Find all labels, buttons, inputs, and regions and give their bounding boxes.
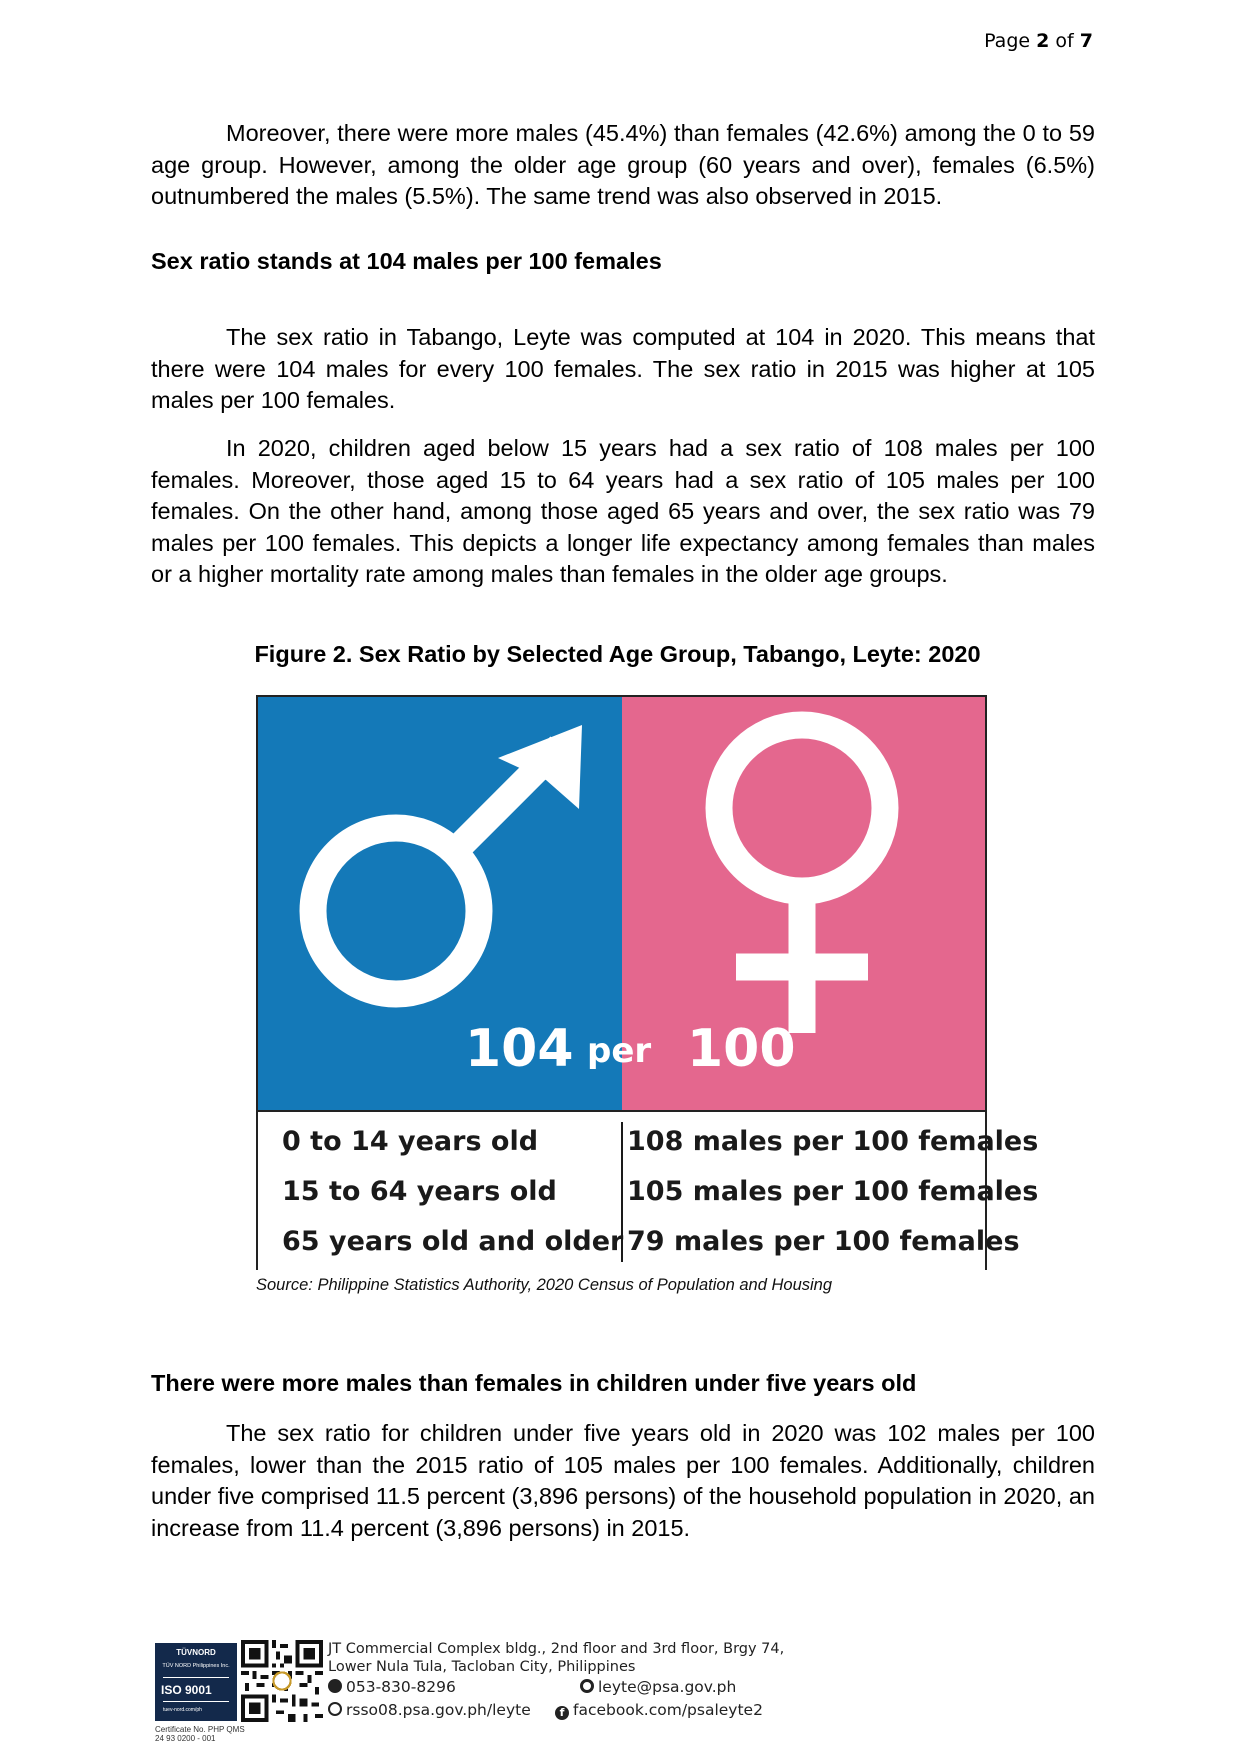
figure-source: Source: Philippine Statistics Authority, 2020 Census of Population and Housing — [256, 1276, 833, 1294]
figure-table — [258, 1110, 1039, 1270]
paragraph-age-group: Moreover, there were more males (45.4%) than females (42.6%) among the 0 to 59 age group. However, among the older age group (60 years and over), females (6.5%) outnumbered the males (5.5%). The same trend was also observed in 2015. — [151, 120, 1095, 209]
table-row — [258, 1218, 1020, 1268]
certificate-number: Certificate No. PHP QMS 24 93 0200 - 001 — [155, 1725, 245, 1743]
section-heading-children: There were more males than females in children under five years old — [151, 1370, 917, 1396]
website-contact[interactable] — [328, 1701, 531, 1719]
iso-org: TÜV NORD Philippines Inc. — [162, 1663, 230, 1669]
headline-males: 104 — [465, 1019, 574, 1079]
age-group-label: 65 years old and older — [282, 1226, 624, 1257]
figure-title: Figure 2. Sex Ratio by Selected Age Group, Tabango, Leyte: 2020 — [254, 641, 981, 667]
facebook-contact[interactable] — [555, 1701, 763, 1720]
qr-code-icon[interactable] — [241, 1640, 323, 1722]
headline-females: 100 — [687, 1019, 796, 1079]
page-number: Page 2 of 7 — [984, 30, 1093, 52]
table-row — [258, 1118, 1039, 1168]
paragraph-age-sex-ratio: In 2020, children aged below 15 years had a sex ratio of 108 males per 100 females. Moreover, those aged 15 to 64 years had a sex ratio of 105 males per 100 females. On the other hand, among those aged 65 years and over, the sex ratio was 79 males per 100 females. This depicts a longer life expectancy among females than males or a higher mortality rate among males than females in the older age groups. — [151, 435, 1095, 587]
age-group-label: 0 to 14 years old — [282, 1126, 539, 1157]
email-address[interactable]: leyte@psa.gov.ph — [598, 1678, 737, 1696]
address-line: Lower Nula Tula, Tacloban City, Philippines — [328, 1659, 636, 1675]
paragraph-sex-ratio: The sex ratio in Tabango, Leyte was computed at 104 in 2020. This means that there were 104 males for every 100 females. The sex ratio in 2015 was higher at 105 males per 100 females. — [151, 324, 1095, 413]
email-contact[interactable] — [580, 1678, 736, 1696]
age-group-label: 15 to 64 years old — [282, 1176, 557, 1207]
facebook-link[interactable]: facebook.com/psaleyte2 — [573, 1701, 763, 1719]
facebook-icon: f — [555, 1706, 569, 1720]
iso-small-text: tuev-nord.com/ph — [163, 1707, 202, 1713]
address-line: JT Commercial Complex bldg., 2nd floor and 3rd floor, Brgy 74, — [328, 1641, 785, 1657]
sex-ratio-value: 105 males per 100 females — [627, 1176, 1039, 1207]
table-row — [258, 1168, 1039, 1218]
section-heading-sex-ratio: Sex ratio stands at 104 males per 100 females — [151, 248, 662, 274]
headline-per: per — [587, 1031, 652, 1071]
figure-banner — [258, 697, 985, 1110]
website-link[interactable]: rsso08.psa.gov.ph/leyte — [346, 1701, 531, 1719]
phone-contact — [328, 1678, 456, 1696]
iso-label: ISO 9001 — [161, 1683, 212, 1697]
paragraph-children-under-five: The sex ratio for children under five years old in 2020 was 102 males per 100 females, lower than the 2015 ratio of 105 males per 100 females. Additionally, children under five comprised 11.5 percent (3,896 persons) of the household population in 2020, an increase from 11.4 percent (3,896 persons) in 2015. — [151, 1420, 1095, 1541]
iso-certification-badge — [155, 1643, 237, 1721]
sex-ratio-value: 108 males per 100 females — [627, 1126, 1039, 1157]
phone-number: 053-830-8296 — [346, 1678, 456, 1696]
office-address — [328, 1640, 784, 1676]
footer — [155, 1640, 795, 1750]
globe-icon — [328, 1702, 342, 1716]
email-icon — [580, 1679, 594, 1693]
iso-brand: TÜVNORD — [176, 1648, 216, 1657]
sex-ratio-figure — [256, 695, 1039, 1270]
sex-ratio-value: 79 males per 100 females — [627, 1226, 1020, 1257]
phone-icon — [328, 1679, 342, 1693]
